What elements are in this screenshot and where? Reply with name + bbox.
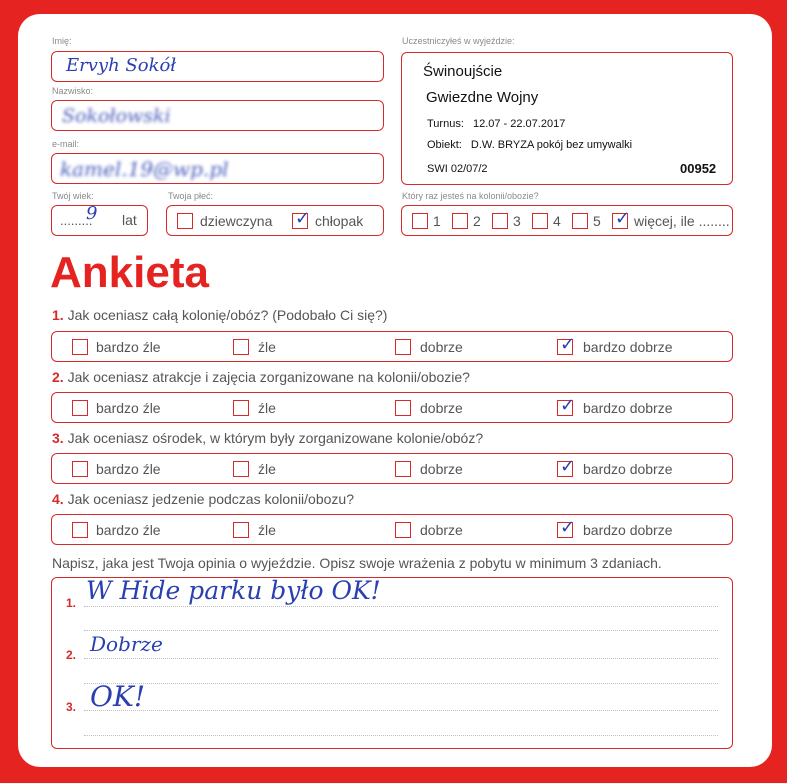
q4-opt-3-label: dobrze bbox=[420, 522, 463, 538]
age-field[interactable] bbox=[51, 205, 148, 236]
times-2-label: 2 bbox=[473, 213, 481, 229]
q1-check-mark: ✓ bbox=[560, 334, 576, 355]
q4-opt-3-checkbox[interactable] bbox=[395, 522, 411, 538]
opinion-line-2 bbox=[84, 658, 718, 659]
female-label: dziewczyna bbox=[200, 213, 273, 229]
camp-label: Uczestniczyłeś w wyjeździe: bbox=[402, 36, 515, 46]
question-2-options bbox=[51, 392, 733, 423]
q2-opt-4-label: bardzo dobrze bbox=[583, 400, 673, 416]
times-4-checkbox[interactable] bbox=[532, 213, 548, 229]
age-unit: lat bbox=[122, 212, 137, 228]
q3-check-mark: ✓ bbox=[560, 456, 576, 477]
question-1: 1. Jak oceniasz całą kolonię/obóz? (Podobało Ci się?) bbox=[52, 307, 388, 323]
q1-opt-3-label: dobrze bbox=[420, 339, 463, 355]
q4-check-mark: ✓ bbox=[560, 517, 576, 538]
turnus-value: 12.07 - 22.07.2017 bbox=[472, 118, 566, 130]
email-label: e-mail: bbox=[52, 139, 80, 149]
q2-opt-1-checkbox[interactable] bbox=[72, 400, 88, 416]
q2-opt-1-label: bardzo źle bbox=[96, 400, 161, 416]
age-dots: ......... bbox=[60, 213, 93, 228]
q1-opt-2-label: źle bbox=[258, 339, 276, 355]
q4-opt-4-checkbox[interactable] bbox=[557, 517, 576, 538]
opinion-line-1 bbox=[84, 606, 718, 607]
q3-opt-1-label: bardzo źle bbox=[96, 461, 161, 477]
survey-title: Ankieta bbox=[50, 248, 209, 297]
q1-opt-4-label: bardzo dobrze bbox=[583, 339, 673, 355]
opinion-line-2b bbox=[84, 683, 718, 684]
opinion-line-3b bbox=[84, 735, 718, 736]
opinion-box[interactable] bbox=[51, 577, 733, 749]
camp-place: Świnoujście bbox=[423, 63, 503, 80]
q2-opt-3-checkbox[interactable] bbox=[395, 400, 411, 416]
q4-opt-4-label: bardzo dobrze bbox=[583, 522, 673, 538]
question-1-options bbox=[51, 331, 733, 362]
times-4-label: 4 bbox=[553, 213, 561, 229]
surname-field[interactable] bbox=[51, 100, 384, 131]
surname-label: Nazwisko: bbox=[52, 86, 94, 96]
q3-opt-3-checkbox[interactable] bbox=[395, 461, 411, 477]
male-checkbox[interactable] bbox=[292, 208, 311, 229]
q3-opt-3-label: dobrze bbox=[420, 461, 463, 477]
q1-opt-1-label: bardzo źle bbox=[96, 339, 161, 355]
q3-opt-4-label: bardzo dobrze bbox=[583, 461, 673, 477]
female-checkbox[interactable] bbox=[177, 213, 193, 229]
times-1-label: 1 bbox=[433, 213, 441, 229]
q1-opt-4-checkbox[interactable] bbox=[557, 334, 576, 355]
age-value: 9 bbox=[86, 203, 98, 224]
q4-opt-2-checkbox[interactable] bbox=[233, 522, 249, 538]
q4-opt-1-label: bardzo źle bbox=[96, 522, 161, 538]
q3-opt-2-label: źle bbox=[258, 461, 276, 477]
times-5-label: 5 bbox=[593, 213, 601, 229]
gender-label: Twoja płeć: bbox=[168, 191, 214, 201]
question-3: 3. Jak oceniasz ośrodek, w którym były zorganizowane kolonie/obóz? bbox=[52, 430, 484, 446]
question-2: 2. Jak oceniasz atrakcje i zajęcia zorganizowane na kolonii/obozie? bbox=[52, 369, 470, 385]
times-field bbox=[401, 205, 733, 236]
email-value: kamel.19@wp.pl bbox=[60, 157, 229, 181]
q4-opt-2-label: źle bbox=[258, 522, 276, 538]
q2-opt-4-checkbox[interactable] bbox=[557, 395, 576, 416]
opinion-line-1b bbox=[84, 630, 718, 631]
age-label: Twój wiek: bbox=[52, 191, 94, 201]
times-label: Który raz jesteś na kolonii/obozie? bbox=[402, 191, 539, 201]
times-more-label: więcej, ile ........ bbox=[634, 213, 730, 229]
q1-opt-3-checkbox[interactable] bbox=[395, 339, 411, 355]
q3-opt-1-checkbox[interactable] bbox=[72, 461, 88, 477]
q2-opt-2-label: źle bbox=[258, 400, 276, 416]
opinion-answer-3: OK! bbox=[90, 680, 146, 713]
q2-check-mark: ✓ bbox=[560, 395, 576, 416]
opinion-number-1: 1. bbox=[66, 596, 77, 610]
q1-opt-2-checkbox[interactable] bbox=[233, 339, 249, 355]
obiekt-label: Obiekt: bbox=[427, 139, 462, 151]
times-1-checkbox[interactable] bbox=[412, 213, 428, 229]
question-4-options bbox=[51, 514, 733, 545]
opinion-answer-2: Dobrze bbox=[90, 632, 163, 656]
opinion-prompt: Napisz, jaka jest Twoja opinia o wyjeździe. Opisz swoje wrażenia z pobytu w minimum 3 zdaniach. bbox=[52, 555, 662, 571]
surname-value: Sokołowski bbox=[62, 105, 171, 127]
name-value: Ervyh Sokół bbox=[66, 55, 177, 76]
male-check-mark: ✓ bbox=[295, 208, 311, 229]
obiekt-value: D.W. BRYZA pokój bez umywalki bbox=[470, 139, 633, 151]
camp-theme: Gwiezdne Wojny bbox=[426, 89, 539, 106]
email-field[interactable] bbox=[51, 153, 384, 184]
camp-code: SWI 02/07/2 bbox=[427, 163, 488, 175]
times-3-checkbox[interactable] bbox=[492, 213, 508, 229]
opinion-number-2: 2. bbox=[66, 648, 77, 662]
times-more-check-mark: ✓ bbox=[615, 208, 631, 229]
q4-opt-1-checkbox[interactable] bbox=[72, 522, 88, 538]
gender-field bbox=[166, 205, 384, 236]
times-3-label: 3 bbox=[513, 213, 521, 229]
times-5-checkbox[interactable] bbox=[572, 213, 588, 229]
q2-opt-3-label: dobrze bbox=[420, 400, 463, 416]
opinion-answer-1: W Hide parku było OK! bbox=[86, 576, 381, 605]
name-label: Imię: bbox=[52, 36, 72, 46]
question-4: 4. Jak oceniasz jedzenie podczas kolonii/obozu? bbox=[52, 491, 354, 507]
times-more-checkbox[interactable] bbox=[612, 208, 631, 229]
q3-opt-4-checkbox[interactable] bbox=[557, 456, 576, 477]
camp-number: 00952 bbox=[680, 161, 717, 176]
q2-opt-2-checkbox[interactable] bbox=[233, 400, 249, 416]
turnus-label: Turnus: bbox=[427, 118, 464, 130]
question-3-options bbox=[51, 453, 733, 484]
name-field[interactable] bbox=[51, 51, 384, 82]
male-label: chłopak bbox=[315, 213, 364, 229]
camp-info-box bbox=[401, 52, 733, 185]
times-2-checkbox[interactable] bbox=[452, 213, 468, 229]
q1-opt-1-checkbox[interactable] bbox=[72, 339, 88, 355]
q3-opt-2-checkbox[interactable] bbox=[233, 461, 249, 477]
opinion-line-3 bbox=[84, 710, 718, 711]
opinion-number-3: 3. bbox=[66, 700, 77, 714]
